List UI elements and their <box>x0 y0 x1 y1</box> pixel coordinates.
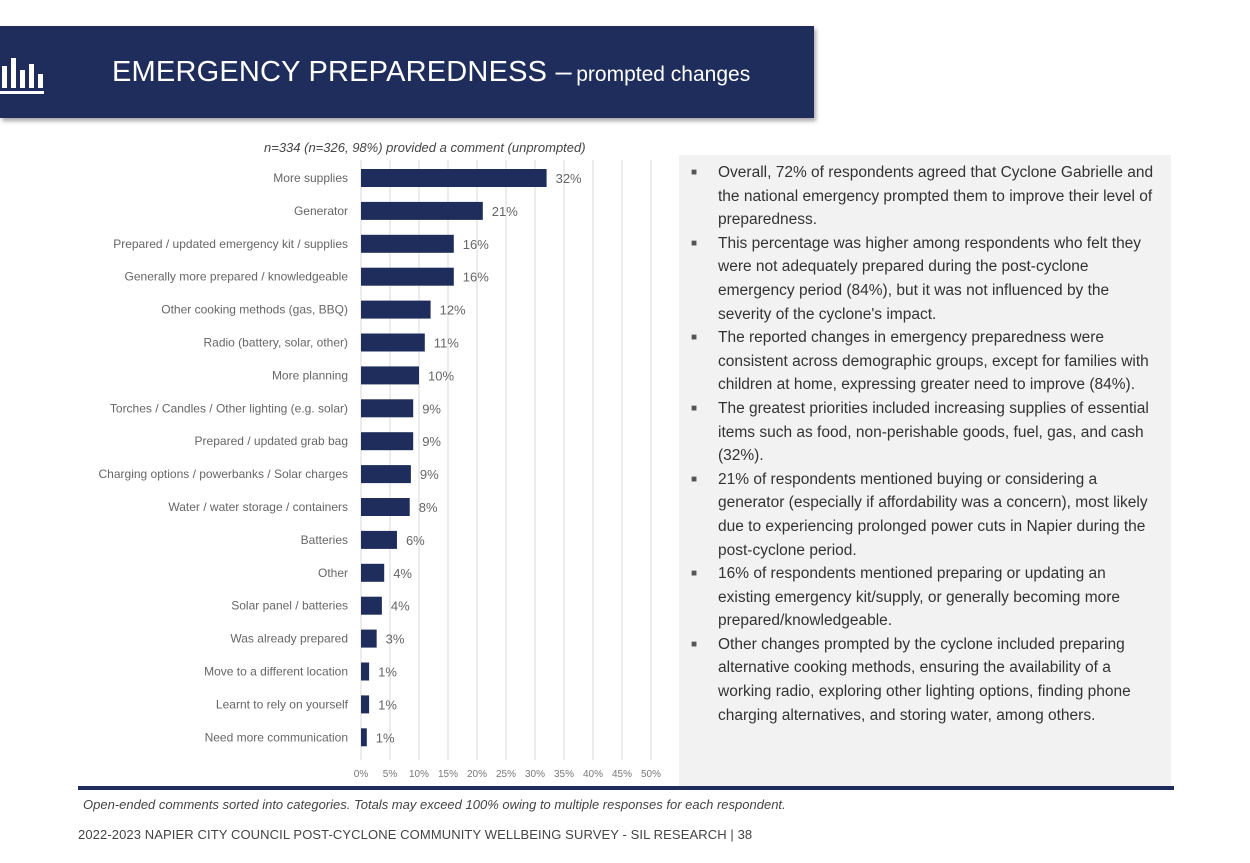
bullet-square-icon: ■ <box>691 402 698 414</box>
insight-text: 21% of respondents mentioned buying or considering a generator (especially if affordability was a concern), most likely due to experiencing prolonged power cuts in Napier during the post-cyclone period. <box>718 470 1148 559</box>
category-label: Water / water storage / containers <box>168 500 348 514</box>
data-label: 1% <box>378 697 397 713</box>
insights-list <box>679 155 1171 727</box>
bar <box>361 564 384 582</box>
bullet-square-icon: ■ <box>691 237 698 249</box>
bar <box>361 301 431 319</box>
category-label: Other cooking methods (gas, BBQ) <box>161 302 348 317</box>
category-label: Solar panel / batteries <box>231 598 348 613</box>
page-title-main: EMERGENCY PREPAREDNESS – <box>112 56 572 88</box>
data-label: 12% <box>439 302 466 318</box>
category-label: Generator <box>293 203 348 218</box>
category-label: Charging options / powerbanks / Solar charges <box>98 467 348 482</box>
data-label: 9% <box>419 467 439 483</box>
data-label: 1% <box>378 664 397 680</box>
data-label: 8% <box>418 500 438 515</box>
category-label: Prepared / updated emergency kit / supplies <box>113 236 348 251</box>
footer-rule <box>78 786 1174 790</box>
x-tick-label: 40% <box>582 769 604 781</box>
data-label: 16% <box>462 269 489 285</box>
bar <box>361 663 369 681</box>
data-label: 9% <box>422 401 441 417</box>
insight-bullet <box>691 397 1159 468</box>
data-label: 4% <box>393 565 412 581</box>
insight-bullet <box>691 232 1159 326</box>
insight-text: The greatest priorities included increasing supplies of essential items such as food, non-perishable goods, fuel, gas, and cash (32%). <box>718 399 1149 465</box>
bar-chart <box>0 130 680 790</box>
category-label: Torches / Candles / Other lighting (e.g. solar) <box>109 401 348 416</box>
bullet-square-icon: ■ <box>691 167 698 178</box>
bar <box>361 695 369 713</box>
bar <box>361 202 483 220</box>
data-label: 10% <box>428 368 455 384</box>
category-label: Learnt to rely on yourself <box>215 697 348 712</box>
x-tick-label: 15% <box>437 769 459 781</box>
bar <box>361 235 454 253</box>
bullet-square-icon: ■ <box>691 332 698 344</box>
bar <box>361 531 397 549</box>
category-label: More supplies <box>273 171 348 185</box>
category-label: More planning <box>271 368 348 383</box>
category-label: Other <box>317 565 348 580</box>
insight-text: 16% of respondents mentioned preparing or updating an existing emergency kit/supply, or generally becoming more prepared/knowledgeable. <box>718 565 1121 630</box>
data-label: 4% <box>390 598 410 614</box>
x-tick-label: 25% <box>495 769 517 781</box>
category-label: Batteries <box>300 532 348 547</box>
x-tick-label: 45% <box>611 769 633 781</box>
category-label: Prepared / updated grab bag <box>194 434 348 449</box>
x-tick-label: 10% <box>408 769 430 781</box>
bullet-square-icon: ■ <box>691 638 698 650</box>
page-footer: 2022-2023 NAPIER CITY COUNCIL POST-CYCLONE COMMUNITY WELLBEING SURVEY - SIL RESEARCH | 38 <box>78 827 753 842</box>
x-tick-label: 30% <box>524 769 546 781</box>
category-label: Was already prepared <box>230 631 348 646</box>
insight-bullet <box>691 562 1159 633</box>
data-label: 21% <box>491 203 518 219</box>
bullet-square-icon: ■ <box>691 568 698 580</box>
page-title-sub: prompted changes <box>576 63 751 86</box>
category-label: Need more communication <box>204 730 348 745</box>
header-banner <box>0 26 814 118</box>
bar <box>361 597 382 615</box>
data-label: 6% <box>405 532 425 548</box>
insight-bullet <box>691 633 1159 727</box>
category-label: Radio (battery, solar, other) <box>203 335 348 350</box>
data-label: 9% <box>422 434 441 450</box>
insight-bullet <box>691 468 1159 562</box>
bar <box>361 432 413 450</box>
data-label: 16% <box>462 236 489 252</box>
category-label: Move to a different location <box>204 664 348 679</box>
bar <box>361 169 547 187</box>
bar <box>361 268 454 286</box>
page-title <box>112 54 750 95</box>
data-label: 1% <box>375 730 395 746</box>
bar <box>361 630 377 648</box>
bar <box>361 728 367 746</box>
bar <box>361 498 410 516</box>
insights-panel <box>679 155 1171 786</box>
category-label: Generally more prepared / knowledgeable <box>124 269 348 284</box>
x-tick-label: 5% <box>382 769 398 781</box>
bar <box>361 334 425 352</box>
insight-text: The reported changes in emergency preparedness were consistent across demographic groups, except for families with children at home, expressing greater need to improve (84%). <box>718 329 1149 394</box>
insight-text: Other changes prompted by the cyclone included preparing alternative cooking methods, ensuring the availability of a working radio, exploring other lighting options, finding phone charging alternatives, and storing water, among others. <box>718 635 1131 724</box>
bar-chart-icon <box>0 52 46 96</box>
x-tick-label: 20% <box>466 769 488 781</box>
x-tick-label: 35% <box>553 769 575 781</box>
bar <box>361 465 411 483</box>
chart-subtitle: n=334 (n=326, 98%) provided a comment (unprompted) <box>264 140 586 155</box>
bar <box>361 366 419 384</box>
x-tick-label: 0% <box>353 769 369 781</box>
bar-chart-svg <box>0 130 680 790</box>
insight-bullet <box>691 161 1159 232</box>
data-label: 3% <box>385 631 405 647</box>
footnote: Open-ended comments sorted into categories. Totals may exceed 100% owing to multiple responses for each respondent. <box>83 797 786 812</box>
insight-bullet <box>691 326 1159 397</box>
x-tick-label: 50% <box>640 769 662 781</box>
data-label: 11% <box>433 335 459 351</box>
insight-text: Overall, 72% of respondents agreed that Cyclone Gabrielle and the national emergency prompted them to improve their level of preparedness. <box>718 164 1154 229</box>
insight-text: This percentage was higher among respondents who felt they were not adequately prepared during the post-cyclone emergency period (84%), but it was not influenced by the severity of the cyclone's impact. <box>718 234 1142 323</box>
data-label: 32% <box>555 171 582 186</box>
bullet-square-icon: ■ <box>691 473 698 485</box>
bar <box>361 399 413 417</box>
